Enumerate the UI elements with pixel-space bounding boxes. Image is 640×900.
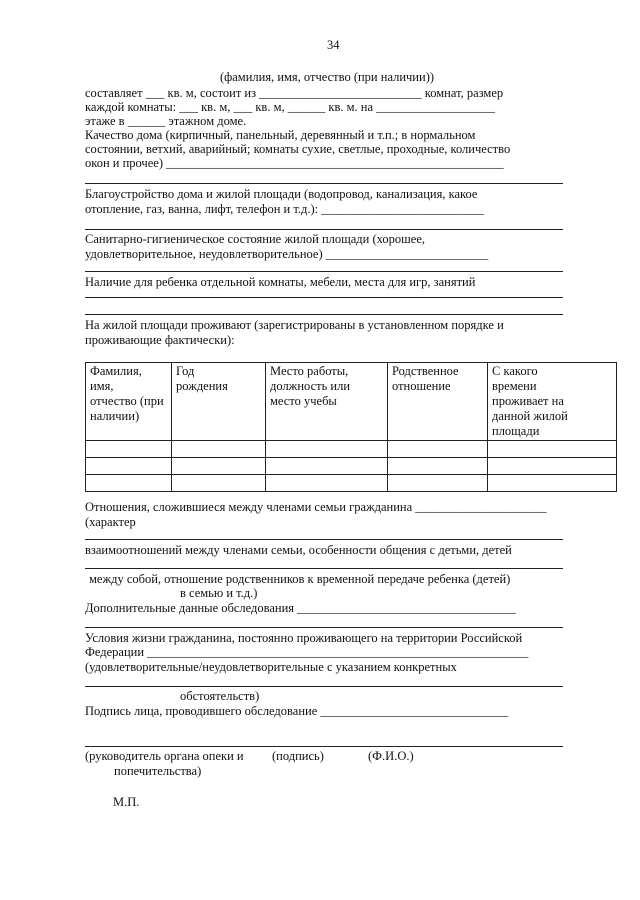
table-cell: [172, 475, 266, 492]
house-quality-line-3: окон и прочее) ______________________________________________________: [85, 156, 504, 170]
residents-line-2: проживающие фактически):: [85, 333, 235, 347]
table-cell: [86, 458, 172, 475]
house-quality-line-1: Качество дома (кирпичный, панельный, деревянный и т.п.; в нормальном: [85, 128, 476, 142]
room-sizes-line: каждой комнаты: ___ кв. м, ___ кв. м, ______ кв. м. на ___________________: [85, 100, 495, 114]
additional-data-line: Дополнительные данные обследования ___________________________________: [85, 601, 516, 615]
relations-detail-line-3: в семью и т.д.): [180, 586, 258, 600]
seal-label: М.П.: [113, 795, 140, 809]
table-cell: [266, 458, 388, 475]
residents-line-1: На жилой площади проживают (зарегистрированы в установленном порядке и: [85, 318, 504, 332]
blank-line: [85, 568, 563, 569]
house-quality-line-2: состоянии, ветхий, аварийный; комнаты сухие, светлые, проходные, количество: [85, 142, 511, 156]
signature-label: (подпись): [272, 749, 324, 763]
guardian-head-label-2: попечительства): [114, 764, 202, 778]
blank-line: [85, 271, 563, 272]
amenities-line-1: Благоустройство дома и жилой площади (водопровод, канализация, какое: [85, 187, 478, 201]
blank-line: [85, 539, 563, 540]
table-cell: [388, 458, 488, 475]
sanitary-line-2: удовлетворительное, неудовлетворительное) __________________________: [85, 247, 489, 261]
living-conditions-line-2: Федерации _____________________________________________________________: [85, 645, 529, 659]
table-cell: [266, 475, 388, 492]
sanitary-line-1: Санитарно-гигиеническое состояние жилой площади (хорошее,: [85, 232, 426, 246]
full-name-label: (Ф.И.О.): [368, 749, 414, 763]
table-cell: [388, 441, 488, 458]
blank-line: [85, 627, 563, 628]
blank-line: [85, 314, 563, 315]
child-room-line: Наличие для ребенка отдельной комнаты, мебели, места для игр, занятий: [85, 275, 476, 289]
table-cell: [172, 458, 266, 475]
header-cell-since: С какого времени проживает на данной жилой площади: [488, 363, 617, 441]
living-conditions-line-3: (удовлетворительные/неудовлетворительные с указанием конкретных: [85, 660, 457, 674]
living-conditions-line-1: Условия жизни гражданина, постоянно проживающего на территории Российской: [85, 631, 523, 645]
blank-line: [85, 686, 563, 687]
table-row: [86, 458, 617, 475]
residents-table: [85, 362, 617, 492]
table-cell: [388, 475, 488, 492]
blank-line: [85, 229, 563, 230]
header-note: (фамилия, имя, отчество (при наличии)): [220, 70, 435, 84]
signature-blank-line: [85, 746, 563, 747]
table-row: [86, 441, 617, 458]
table-cell: [488, 458, 617, 475]
header-cell-relation: Родственное отношение: [388, 363, 488, 441]
table-cell: [86, 441, 172, 458]
area-rooms-line: составляет ___ кв. м, состоит из __________________________ комнат, размер: [85, 86, 504, 100]
relations-detail-line-2: между собой, отношение родственников к временной передаче ребенка (детей): [89, 572, 511, 586]
table-cell: [266, 441, 388, 458]
table-cell: [86, 475, 172, 492]
blank-line: [85, 297, 563, 298]
header-cell-name: Фамилия, имя, отчество (при наличии): [86, 363, 172, 441]
floor-line: этаже в ______ этажном доме.: [85, 114, 247, 128]
amenities-line-2: отопление, газ, ванна, лифт, телефон и т.д.): __________________________: [85, 202, 484, 216]
header-cell-workplace: Место работы, должность или место учебы: [266, 363, 388, 441]
table-row: [86, 475, 617, 492]
family-relations-line: Отношения, сложившиеся между членами семьи гражданина _____________________: [85, 500, 547, 514]
page-number: 34: [327, 38, 340, 52]
character-line: (характер: [85, 515, 136, 529]
guardian-head-label-1: (руководитель органа опеки и: [85, 749, 244, 763]
table-header-row: [86, 363, 617, 441]
table-cell: [488, 441, 617, 458]
blank-line: [85, 183, 563, 184]
header-cell-birth-year: Год рождения: [172, 363, 266, 441]
signature-line: Подпись лица, проводившего обследование ______________________________: [85, 704, 508, 718]
relations-detail-line-1: взаимоотношений между членами семьи, особенности общения с детьми, детей: [85, 543, 512, 557]
circumstances-label: обстоятельств): [180, 689, 260, 703]
table-cell: [172, 441, 266, 458]
table-cell: [488, 475, 617, 492]
